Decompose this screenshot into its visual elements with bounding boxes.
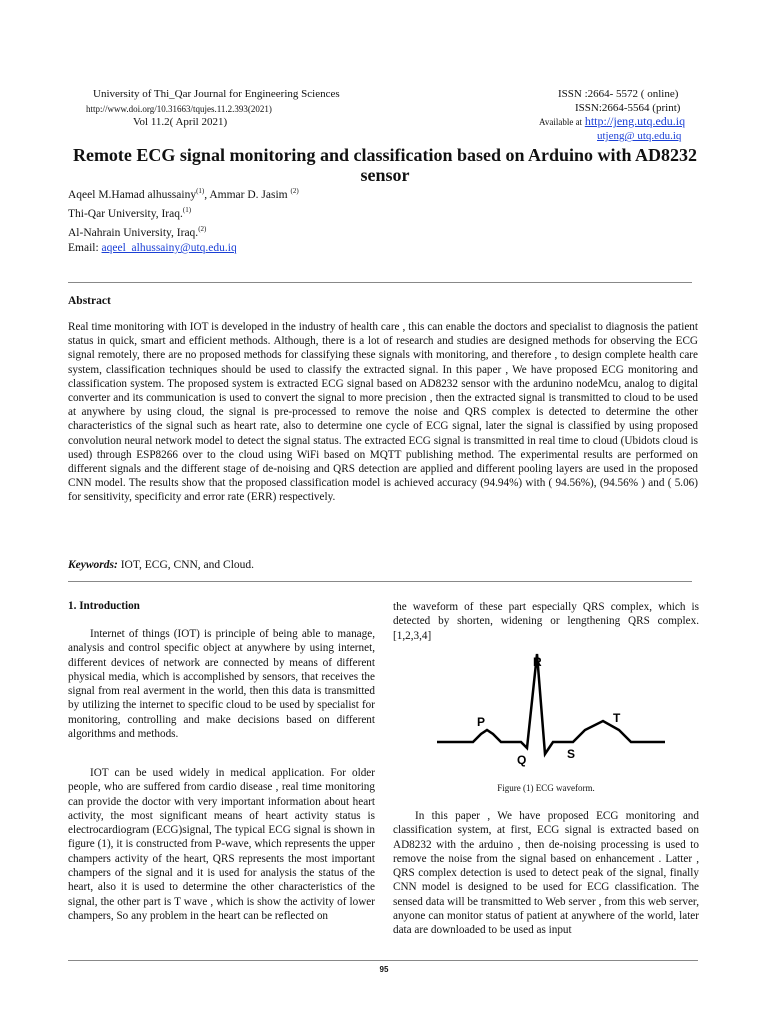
affiliation-1-sup: (1) bbox=[182, 205, 192, 214]
volume-info: Vol 11.2( April 2021) bbox=[133, 116, 228, 128]
affiliation-1: Thi-Qar University, Iraq. bbox=[68, 207, 183, 220]
ecg-label-p: P bbox=[477, 715, 486, 729]
contact-email-link[interactable]: utjeng@ utq.edu.iq bbox=[597, 130, 682, 142]
author-1: Aqeel M.Hamad alhussainy bbox=[68, 188, 197, 201]
affiliation-2-sup: (2) bbox=[198, 224, 207, 233]
email-line bbox=[68, 242, 237, 254]
email-label: Email: bbox=[68, 242, 102, 254]
author-1-sup: (1) bbox=[196, 187, 205, 195]
divider-top bbox=[68, 282, 692, 283]
author-2: , Ammar D. Jasim bbox=[204, 188, 291, 201]
figure-caption: Figure (1) ECG waveform. bbox=[497, 783, 595, 793]
issn-online: ISSN :2664- 5572 ( online) bbox=[558, 88, 679, 100]
intro-paragraph-1: Internet of things (IOT) is principle of being able to manage, analysis and control specific object at anywhere by using internet, different devices of network are connected by means of different physical media, which is accomplished by sensors, that receives the signal from real averment in the world, then this data is transmitted by utilizing the internet to specific cloud to be used by specialist for monitoring, controlling and make decisions based on different algorithms and methods. bbox=[68, 628, 375, 741]
ecg-label-s: S bbox=[567, 747, 576, 761]
journal-name: University of Thi_Qar Journal for Engineering Sciences bbox=[93, 88, 340, 100]
ecg-label-q: Q bbox=[517, 753, 527, 767]
issn-print: ISSN:2664-5564 (print) bbox=[575, 102, 681, 114]
author-line bbox=[68, 184, 299, 203]
keywords-line bbox=[68, 559, 254, 571]
intro-paragraph-4: In this paper , We have proposed ECG monitoring and classification system, at first, ECG signal is extracted based on AD8232 with the arduino , then de-noising processing is used to remove the noise from the signal based on enhancement . Latter , QRS complex detection is used to detect peak of the signal, finally CNN model is designed to be used for ECG classification. The sensed data will be transmitted to Web server , from this web server, anyone can monitor status of patient at anywhere of the world, later data are downloaded to be used as input bbox=[393, 810, 699, 937]
intro-paragraph-3: the waveform of these part especially QRS complex, which is detected by shorten, widening or lengthening QRS complex.[1,2,3,4] bbox=[393, 601, 699, 642]
section-heading-introduction: 1. Introduction bbox=[68, 600, 140, 612]
affiliation-2: Al-Nahrain University, Iraq. bbox=[68, 226, 199, 239]
keywords-label: Keywords: bbox=[68, 559, 118, 571]
intro-paragraph-2: IOT can be used widely in medical application. For older people, who are suffered from cardio disease , real time monitoring can provide the doctor with very important information about heart activity, the most significant means of heart activity status is electrocardiogram (ECG)signal, The typical ECG signal is shown in figure (1), it is constructed from P-wave, which represents the upper champers activity of the heart, QRS represents the most important champers of the signal and it is used for analysis the status of the heart, also it is used to determine the other characteristics of the signal, the other part is T wave , which is show the activity of lower champers, So any problem in the heart can be reflected on bbox=[68, 767, 375, 922]
affiliation-1-line bbox=[68, 203, 299, 222]
page-number: 95 bbox=[379, 965, 389, 974]
abstract-text: Real time monitoring with IOT is developed in the industry of health care , this can enable the doctors and specialist to diagnosis the patient status in quick, smart and efficient methods. Although, there is a lot of research and studies are designed methods for observing the ECG signal remotely, there are no proposed methods for classifying these signals with monitoring, and therefore , to design complete health care system, classification techniques should be used to classify the extracted signal. In this paper , We have proposed ECG monitoring and classification system. The proposed system is extracted ECG signal based on AD8232 sensor with the ardunino nodeMcu, analog to digital converter and its communication is used to convert the signal to more precision , then the extracted signal is transmitted to cloud to be used at anywhere by using cloud, the signal is pre-processed to remove the noise and QRS complex is detected to determine the other characteristics of the signal such as heart rate, also to determine one cycle of ECG signal, later the signal is classified by using proposed convolution neural network model to detect the signal status. The extracted ECG signal is transmitted in real time to cloud (Ubidots cloud is used) through ESP8266 over to the cloud using WiFi based on MQTT publishing method. The experimental results are performed on different signals and the different stage of de-noising and QRS detection are applied and different pooling layers are used in the proposed CNN model. The results show that the proposed classification model is achieved accuracy (94.94%) with ( 94.56%), (94.56% ) and ( 5.06) for sensitivity, specificity and error rate (ERR) respectively. bbox=[68, 321, 698, 504]
abstract-heading: Abstract bbox=[68, 295, 111, 307]
author-email-link[interactable]: aqeel_alhussainy@utq.edu.iq bbox=[101, 242, 237, 254]
ecg-waveform-line bbox=[437, 654, 665, 754]
affiliation-2-line bbox=[68, 222, 299, 241]
available-at bbox=[539, 115, 685, 129]
authors-block bbox=[68, 184, 299, 240]
author-2-sup: (2) bbox=[290, 187, 299, 195]
divider-footer bbox=[68, 960, 698, 961]
divider-middle bbox=[68, 581, 692, 582]
ecg-label-t: T bbox=[613, 711, 621, 725]
paper-title: Remote ECG signal monitoring and classification based on Arduino with AD8232 sensor bbox=[72, 145, 698, 185]
ecg-waveform-figure bbox=[435, 650, 667, 768]
available-label: Available at bbox=[539, 117, 583, 127]
journal-url-link[interactable]: http://jeng.utq.edu.iq bbox=[584, 114, 686, 128]
doi-link[interactable]: http://www.doi.org/10.31663/tqujes.11.2.393(2021) bbox=[86, 104, 272, 114]
keywords-text: IOT, ECG, CNN, and Cloud. bbox=[117, 559, 255, 571]
ecg-label-r: R bbox=[533, 655, 542, 669]
